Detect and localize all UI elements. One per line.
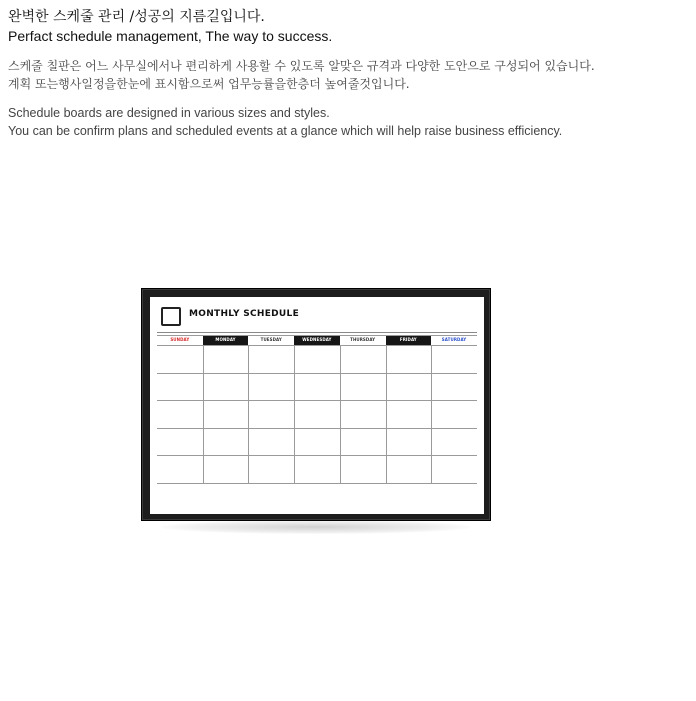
grid-line (294, 345, 295, 483)
day-header-wednesday: WEDNESDAY (294, 335, 340, 345)
description-english (8, 104, 688, 140)
grid-line (431, 345, 432, 483)
description-english-line: You can be confirm plans and scheduled events at a glance which will help raise business efficiency. (8, 124, 563, 138)
grid-line (203, 345, 204, 483)
grid-line (340, 345, 341, 483)
intro-section (8, 8, 688, 140)
grid-line (157, 335, 477, 336)
grid-line (386, 345, 387, 483)
description-english-line: Schedule boards are designed in various sizes and styles. (8, 106, 330, 120)
day-header-friday: FRIDAY (386, 335, 432, 345)
description-korean-line: 스케줄 칠판은 어느 사무실에서나 편리하게 사용할 수 있도록 알맞은 규격과 다양한 도안으로 구성되어 있습니다. (8, 59, 595, 73)
grid-line (248, 345, 249, 483)
description-korean (8, 57, 688, 93)
grid-line (157, 455, 477, 456)
day-header-monday: MONDAY (203, 335, 249, 345)
board-shadow (161, 520, 471, 534)
grid-line (157, 345, 477, 346)
board-logo-icon (161, 307, 181, 326)
day-header-tuesday: TUESDAY (248, 335, 294, 345)
day-header-thursday: THURSDAY (340, 335, 386, 345)
schedule-board-image (141, 288, 491, 521)
grid-line (157, 400, 477, 401)
board-title: MONTHLY SCHEDULE (189, 309, 300, 319)
description-korean-line: 계획 또는행사일정을한눈에 표시함으로써 업무능률을한층더 높여줄것입니다. (8, 77, 410, 91)
board-surface (150, 297, 484, 514)
board-title-rule (157, 332, 477, 333)
grid-line (157, 428, 477, 429)
day-header-saturday: SATURDAY (431, 335, 477, 345)
day-header-sunday: SUNDAY (157, 335, 203, 345)
headline-korean: 완벽한 스케줄 관리 /성공의 지름길입니다. (8, 9, 265, 25)
grid-line (157, 373, 477, 374)
headline-english: Perfact schedule management, The way to success. (8, 28, 333, 44)
grid-line (157, 483, 477, 484)
board-frame (141, 288, 491, 521)
